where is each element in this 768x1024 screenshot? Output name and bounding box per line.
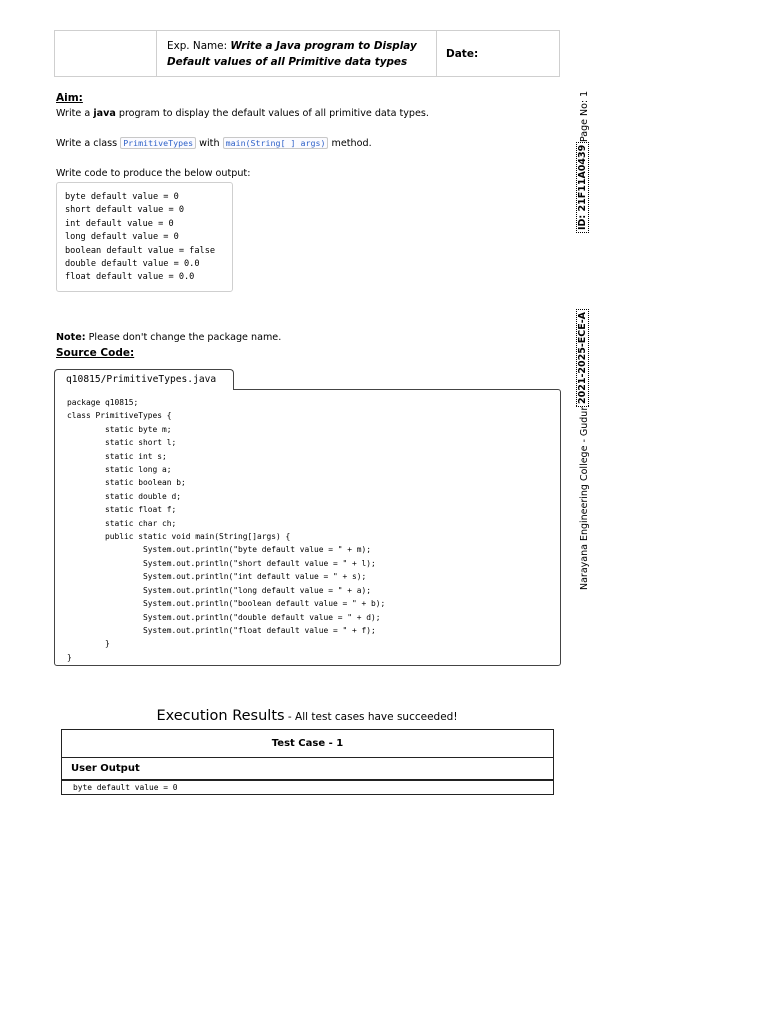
source-code-box [54,389,561,666]
header-blank-cell [55,31,157,76]
results-table [61,729,554,795]
aim-line3: Write code to produce the below output: [56,168,251,179]
aim-line2 [56,138,372,149]
student-id [577,142,588,233]
note-label: Note: [56,332,86,343]
college-name: Narayana Engineering College - Gudur [579,406,590,590]
results-title: Execution Results [156,708,285,724]
user-output-label: User Output [71,763,140,774]
file-tab[interactable]: q10815/PrimitiveTypes.java [54,369,234,390]
aim-line2-pre: Write a class [56,138,121,149]
user-output-row [61,779,554,795]
date-label: Date: [446,47,479,60]
note-line [56,332,281,343]
expected-output-box [56,182,233,292]
experiment-header [54,30,560,77]
aim-heading: Aim: [56,92,83,104]
date-cell [437,31,559,76]
batch-text: 2021-2025-ECE-A [576,309,589,407]
aim-line1-pre: Write a [56,108,94,119]
batch-label [577,309,588,407]
student-id-text: ID: 21F11A0439 [576,142,589,233]
aim-line1 [56,108,429,119]
note-text: Please don't change the package name. [85,332,282,343]
aim-line1-post: program to display the default values of all primitive data types. [115,108,429,119]
results-subtitle: - All test cases have succeeded! [284,711,458,723]
execution-results-title [0,705,614,724]
exp-name-line1: Write a Java program to Display [230,40,417,52]
user-output-text: byte default value = 0 [73,783,178,792]
experiment-name-cell [157,31,437,76]
exp-name-line2: Default values of all Primitive data types [167,56,408,68]
class-name-code: PrimitiveTypes [120,137,196,149]
expected-output-text: byte default value = 0 short default value = 0 int default value = 0 long default value = 0 boolean default value = false double default value = 0.0 float default value = 0.0 [65,192,216,283]
exp-name-prefix: Exp. Name: [167,40,231,52]
aim-line1-bold: java [93,108,116,119]
source-code-text: package q10815; class PrimitiveTypes { static byte m; static short l; static int s; static long a; static boolean b; static double d; static float f; static char ch; public static void main(String[]args) { System.out.println("byte default value = " + m); System.out.println("short default value = " + l); System.out.println("int default value = " + s); System.out.println("long default value = " + a); System.out.println("boolean default value = " + b); System.out.println("double default value = " + d); System.out.println("float default value = " + f); } } [67,398,386,662]
main-method-code: main(String[ ] args) [223,137,329,149]
source-code-heading: Source Code: [56,347,135,359]
aim-line2-post: method. [328,138,372,149]
page-number: Page No: 1 [579,90,590,142]
aim-line2-mid: with [196,138,223,149]
test-case-label: Test Case - 1 [271,738,344,749]
test-case-row [61,729,554,758]
user-output-header [61,757,554,780]
